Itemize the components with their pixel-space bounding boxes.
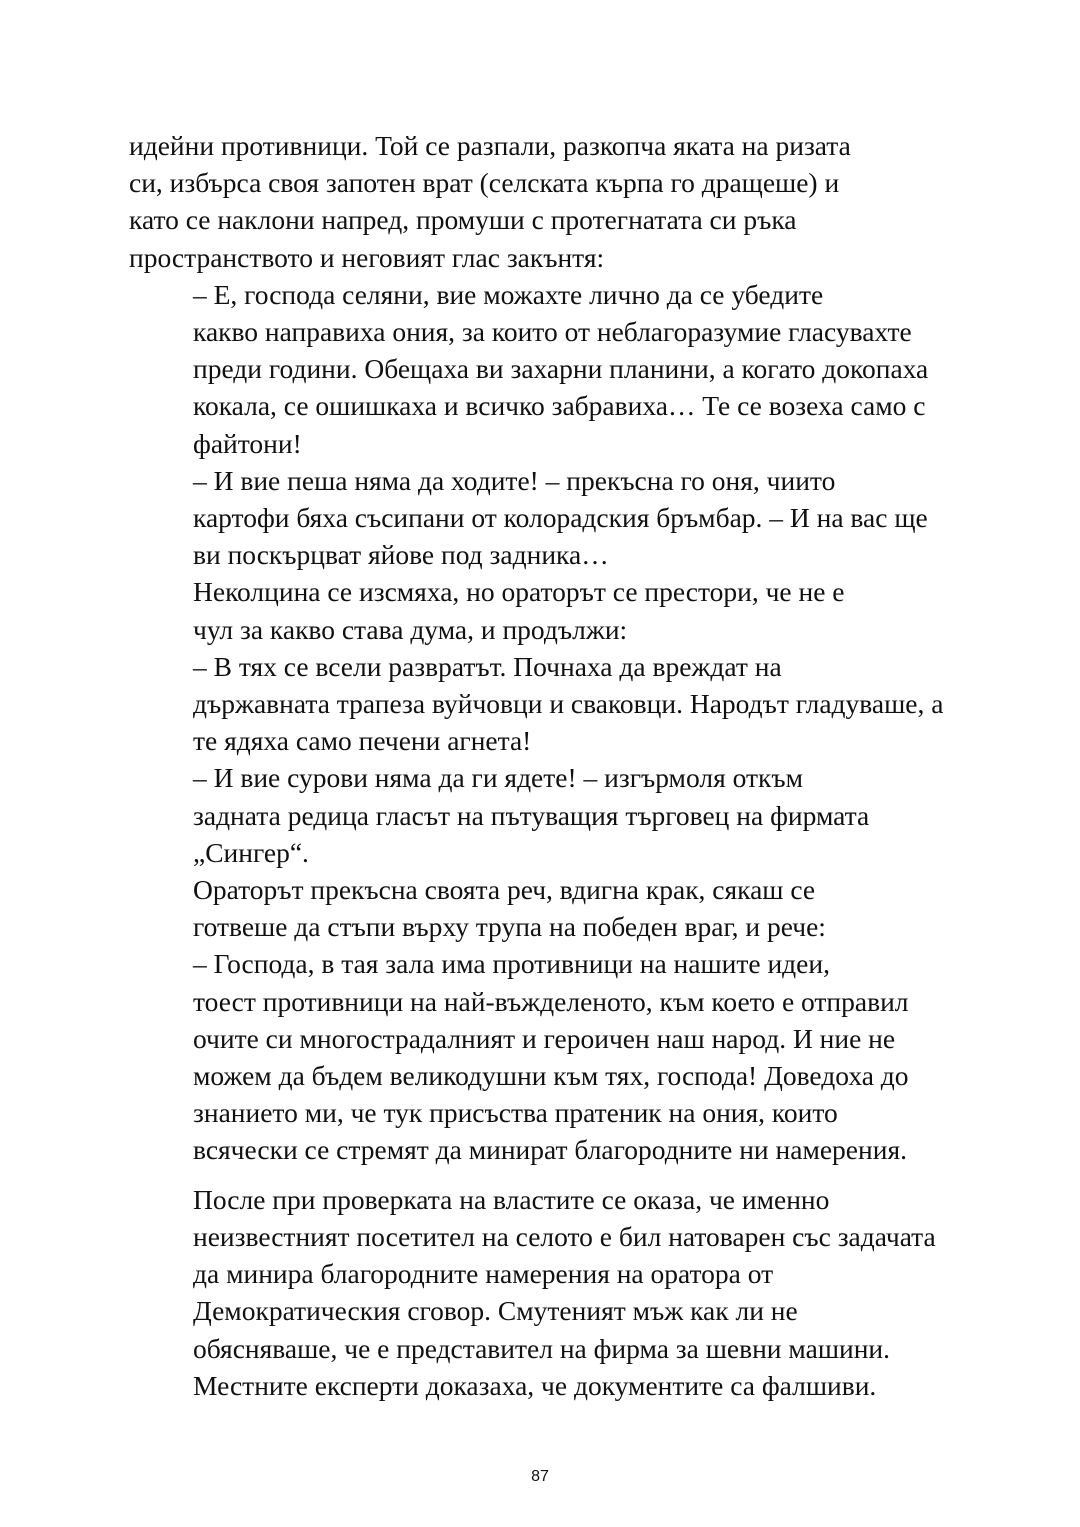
text-line: можем да бъдем великодушни към тях, господа! Доведоха до <box>193 1060 909 1092</box>
text-line: преди години. Обещаха ви захарни планини, а когато докопаха <box>193 353 929 385</box>
text-line: си, избърса своя запотен врат (селската кърпа го дращеше) и <box>129 167 840 199</box>
text-line: идейни противници. Той се разпали, разкопча яката на ризата <box>129 130 851 161</box>
text-line: те ядяха само печени агнета! <box>193 725 532 757</box>
text-line: знанието ми, че тук присъства пратеник на ония, които <box>193 1097 838 1129</box>
text-line: – Е, господа селяни, вие можахте лично да се убедите <box>193 278 824 310</box>
text-line: държавната трапеза вуйчовци и сваковци. Народът гладуваше, а <box>193 688 944 720</box>
text-line: да минира благородните намерения на оратора от <box>193 1258 774 1290</box>
paragraph <box>129 573 959 647</box>
text-line: неизвестният посетител на селото е бил натоварен със задачата <box>193 1220 936 1252</box>
text-line: Ораторът прекъсна своята реч, вдигна крак, сякаш се <box>193 874 816 906</box>
text-line: всячески се стремят да минират благородните ни намерения. <box>193 1134 907 1166</box>
text-line: кокала, се ошишкаха и всичко забравиха… Те се возеха само с <box>193 390 926 422</box>
text-line: като се наклони напред, промуши с протегнатата си ръка <box>129 204 797 236</box>
paragraph <box>129 648 959 760</box>
paragraph <box>129 1181 959 1404</box>
text-line: После при проверката на властите се оказа, че именно <box>193 1183 830 1215</box>
body-text <box>129 127 959 1404</box>
text-line: – И вие сурови няма да ги ядете! – изгърмоля откъм <box>193 762 803 794</box>
text-line: Неколцина се изсмяха, но ораторът се престори, че не е <box>193 576 845 608</box>
text-line: ви поскърцват яйове под задника… <box>193 539 609 571</box>
text-line: очите си многострадалният и героичен наш народ. И ние не <box>193 1022 896 1054</box>
paragraph <box>129 759 959 871</box>
text-line: „Сингер“. <box>193 836 309 868</box>
paragraph <box>129 462 959 574</box>
text-line: тоест противници на най-въжделеното, към което е отправил <box>193 985 909 1017</box>
text-line: Местните експерти доказаха, че документите са фалшиви. <box>193 1369 877 1401</box>
paragraph <box>129 276 959 462</box>
text-line: Демократическия сговор. Смутеният мъж как ли не <box>193 1295 798 1327</box>
text-line: задната редица гласът на пътуващия търговец на фирмата <box>193 799 870 831</box>
text-line: чул за какво става дума, и продължи: <box>193 613 628 645</box>
page-number: 87 <box>531 1468 549 1485</box>
text-line: картофи бяха съсипани от колорадския бръмбар. – И на вас ще <box>193 502 928 534</box>
text-line: – Господа, в тая зала има противници на нашите идеи, <box>193 948 830 980</box>
paragraph <box>129 871 959 945</box>
text-line: какво направиха ония, за които от неблагоразумие гласувахте <box>193 316 912 348</box>
text-line: обясняваше, че е представител на фирма за шевни машини. <box>193 1332 891 1364</box>
text-line: файтони! <box>193 427 302 459</box>
text-line: – И вие пеша няма да ходите! – прекъсна го оня, чиито <box>193 464 836 496</box>
text-line: – В тях се всели развратът. Почнаха да вреждат на <box>193 650 782 682</box>
paragraph <box>129 945 959 1168</box>
paragraph <box>129 127 959 276</box>
text-line: готвеше да стъпи върху трупа на победен враг, и рече: <box>193 911 826 943</box>
text-line: пространството и неговият глас закънтя: <box>129 241 605 273</box>
